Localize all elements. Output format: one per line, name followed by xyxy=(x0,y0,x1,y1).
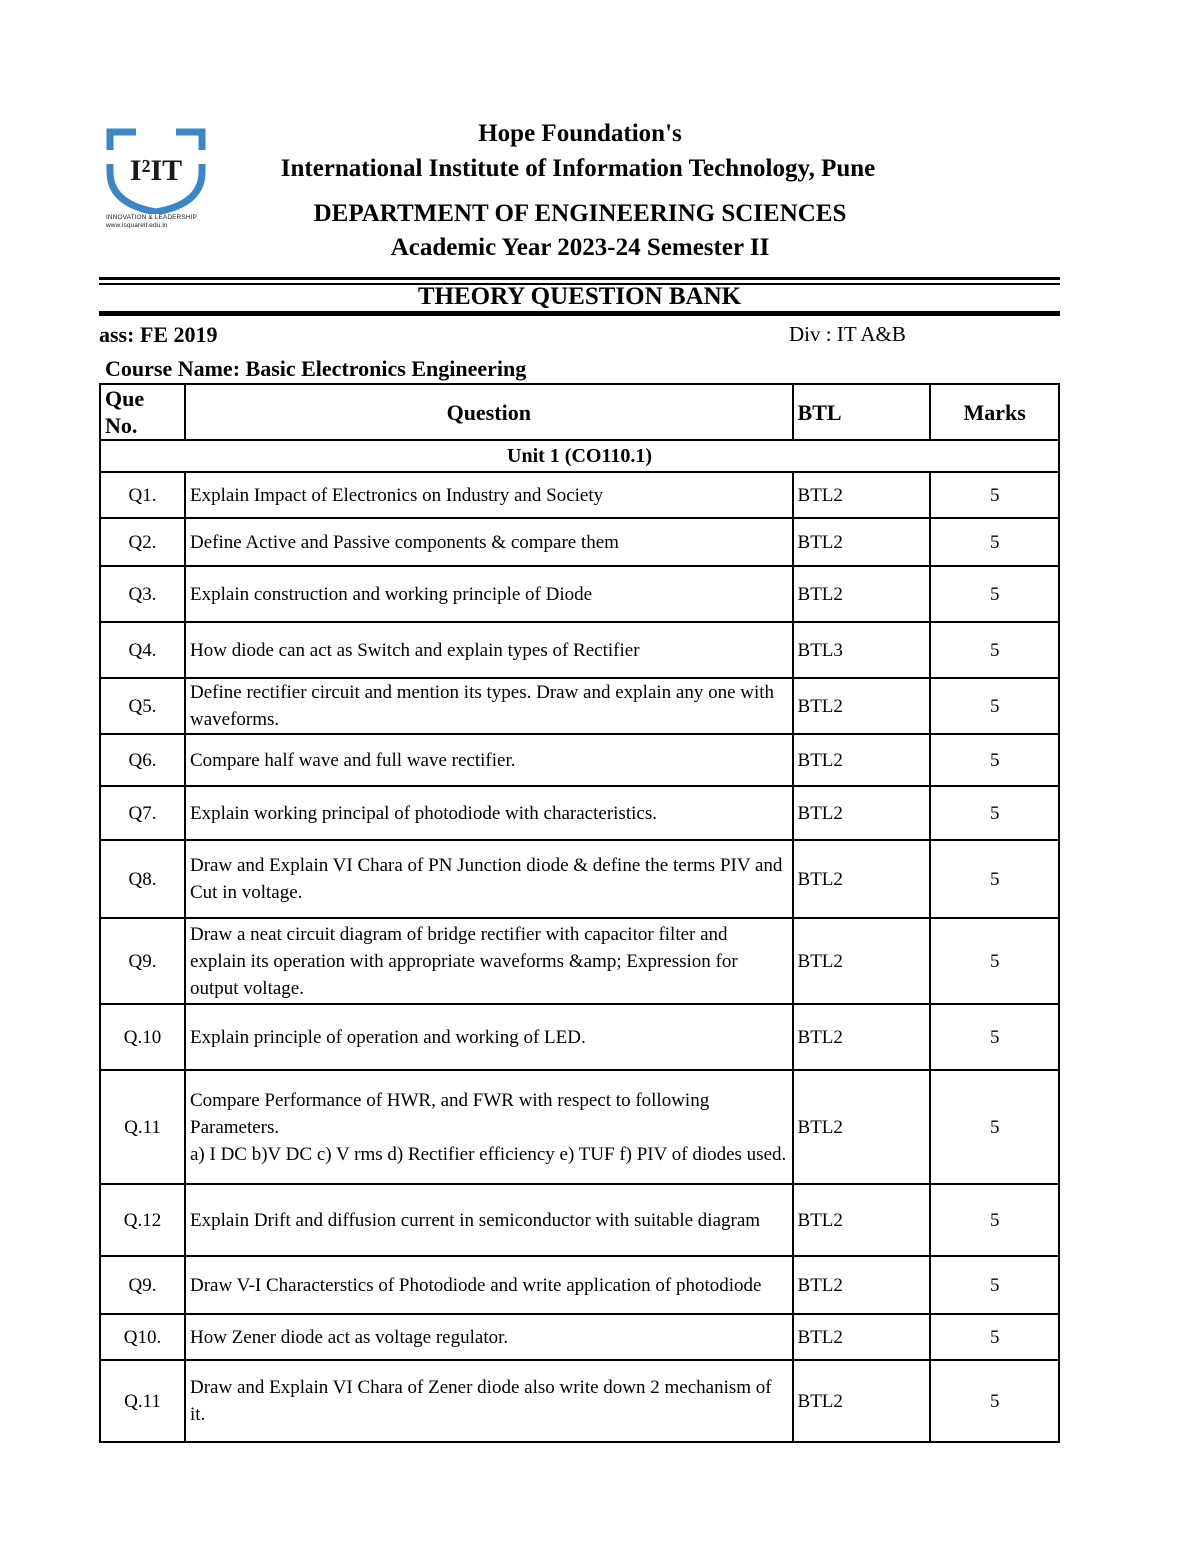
btl-level: BTL3 xyxy=(793,622,931,678)
class-label: ass: FE 2019 xyxy=(99,322,218,347)
table-header-row xyxy=(100,384,1059,440)
question-text: Compare half wave and full wave rectifier. xyxy=(185,734,793,786)
table-row xyxy=(100,1184,1059,1256)
table-row xyxy=(100,1004,1059,1070)
btl-level: BTL2 xyxy=(793,840,931,918)
question-number: Q10. xyxy=(100,1314,185,1360)
question-text: Explain principle of operation and working of LED. xyxy=(185,1004,793,1070)
marks-value: 5 xyxy=(930,1360,1059,1442)
marks-value: 5 xyxy=(930,472,1059,518)
title-divider xyxy=(99,311,1060,316)
unit-label: Unit 1 (CO110.1) xyxy=(100,440,1059,472)
table-row xyxy=(100,1070,1059,1184)
question-number: Q5. xyxy=(100,678,185,734)
question-number: Q8. xyxy=(100,840,185,918)
btl-level: BTL2 xyxy=(793,472,931,518)
question-text: Compare Performance of HWR, and FWR with respect to following Parameters. a) I DC b)V DC c) V rms d) Rectifier efficiency e) TUF f) PIV of diodes used. xyxy=(185,1070,793,1184)
question-number: Q7. xyxy=(100,786,185,840)
question-text: Draw and Explain VI Chara of PN Junction diode & define the terms PIV and Cut in voltage. xyxy=(185,840,793,918)
table-row xyxy=(100,1256,1059,1314)
question-text: Define rectifier circuit and mention its types. Draw and explain any one with waveforms. xyxy=(185,678,793,734)
question-number: Q4. xyxy=(100,622,185,678)
foundation-name: Hope Foundation's xyxy=(478,120,682,147)
btl-level: BTL2 xyxy=(793,1360,931,1442)
header-question: Question xyxy=(185,384,793,440)
document-title: THEORY QUESTION BANK xyxy=(417,283,742,310)
marks-value: 5 xyxy=(930,734,1059,786)
btl-level: BTL2 xyxy=(793,1070,931,1184)
table-row xyxy=(100,678,1059,734)
table-row xyxy=(100,472,1059,518)
question-text: Explain Drift and diffusion current in semiconductor with suitable diagram xyxy=(185,1184,793,1256)
question-text: Draw V-I Characterstics of Photodiode and write application of photodiode xyxy=(185,1256,793,1314)
btl-level: BTL2 xyxy=(793,1256,931,1314)
table-row xyxy=(100,518,1059,566)
table-row xyxy=(100,734,1059,786)
header-divider-top xyxy=(99,277,1060,280)
header-btl: BTL xyxy=(793,384,931,440)
division-label: Div : IT A&B xyxy=(789,322,906,346)
marks-value: 5 xyxy=(930,1004,1059,1070)
question-number: Q1. xyxy=(100,472,185,518)
marks-value: 5 xyxy=(930,840,1059,918)
marks-value: 5 xyxy=(930,918,1059,1004)
marks-value: 5 xyxy=(930,518,1059,566)
header-marks: Marks xyxy=(930,384,1059,440)
btl-level: BTL2 xyxy=(793,1004,931,1070)
table-row xyxy=(100,786,1059,840)
question-number: Q6. xyxy=(100,734,185,786)
table-row xyxy=(100,622,1059,678)
marks-value: 5 xyxy=(930,566,1059,622)
question-table xyxy=(99,383,1060,1443)
logo-url: www.isquareit.edu.in xyxy=(106,222,168,229)
question-text: Draw a neat circuit diagram of bridge rectifier with capacitor filter and explain its operation with appropriate waveforms &amp; Expression for output voltage. xyxy=(185,918,793,1004)
question-number: Q.11 xyxy=(100,1360,185,1442)
question-text: Explain working principal of photodiode with characteristics. xyxy=(185,786,793,840)
marks-value: 5 xyxy=(930,622,1059,678)
table-row xyxy=(100,1314,1059,1360)
question-text: How Zener diode act as voltage regulator. xyxy=(185,1314,793,1360)
question-text: Define Active and Passive components & compare them xyxy=(185,518,793,566)
btl-level: BTL2 xyxy=(793,1314,931,1360)
marks-value: 5 xyxy=(930,1070,1059,1184)
logo-text: I²IT xyxy=(129,154,183,187)
header-que-no: Que No. xyxy=(100,384,185,440)
logo-tagline xyxy=(106,214,206,230)
btl-level: BTL2 xyxy=(793,734,931,786)
unit-row xyxy=(100,440,1059,472)
academic-year: Academic Year 2023-24 Semester II xyxy=(390,234,770,261)
question-text: Explain construction and working principle of Diode xyxy=(185,566,793,622)
btl-level: BTL2 xyxy=(793,678,931,734)
btl-level: BTL2 xyxy=(793,566,931,622)
marks-value: 5 xyxy=(930,786,1059,840)
btl-level: BTL2 xyxy=(793,1184,931,1256)
table-row xyxy=(100,1360,1059,1442)
course-name: Course Name: Basic Electronics Engineering xyxy=(105,356,527,381)
question-number: Q2. xyxy=(100,518,185,566)
logo-tagline-text: INNOVATION & LEADERSHIP xyxy=(106,214,197,221)
question-number: Q.11 xyxy=(100,1070,185,1184)
marks-value: 5 xyxy=(930,1184,1059,1256)
question-number: Q9. xyxy=(100,918,185,1004)
institute-name: International Institute of Information Technology, Pune xyxy=(280,155,876,182)
department-name: DEPARTMENT OF ENGINEERING SCIENCES xyxy=(313,200,847,227)
marks-value: 5 xyxy=(930,1256,1059,1314)
question-text: How diode can act as Switch and explain types of Rectifier xyxy=(185,622,793,678)
btl-level: BTL2 xyxy=(793,518,931,566)
question-text: Draw and Explain VI Chara of Zener diode also write down 2 mechanism of it. xyxy=(185,1360,793,1442)
marks-value: 5 xyxy=(930,678,1059,734)
table-row xyxy=(100,918,1059,1004)
table-row xyxy=(100,566,1059,622)
marks-value: 5 xyxy=(930,1314,1059,1360)
question-number: Q3. xyxy=(100,566,185,622)
question-text: Explain Impact of Electronics on Industry and Society xyxy=(185,472,793,518)
question-number: Q.10 xyxy=(100,1004,185,1070)
btl-level: BTL2 xyxy=(793,918,931,1004)
btl-level: BTL2 xyxy=(793,786,931,840)
question-number: Q.12 xyxy=(100,1184,185,1256)
table-row xyxy=(100,840,1059,918)
question-number: Q9. xyxy=(100,1256,185,1314)
